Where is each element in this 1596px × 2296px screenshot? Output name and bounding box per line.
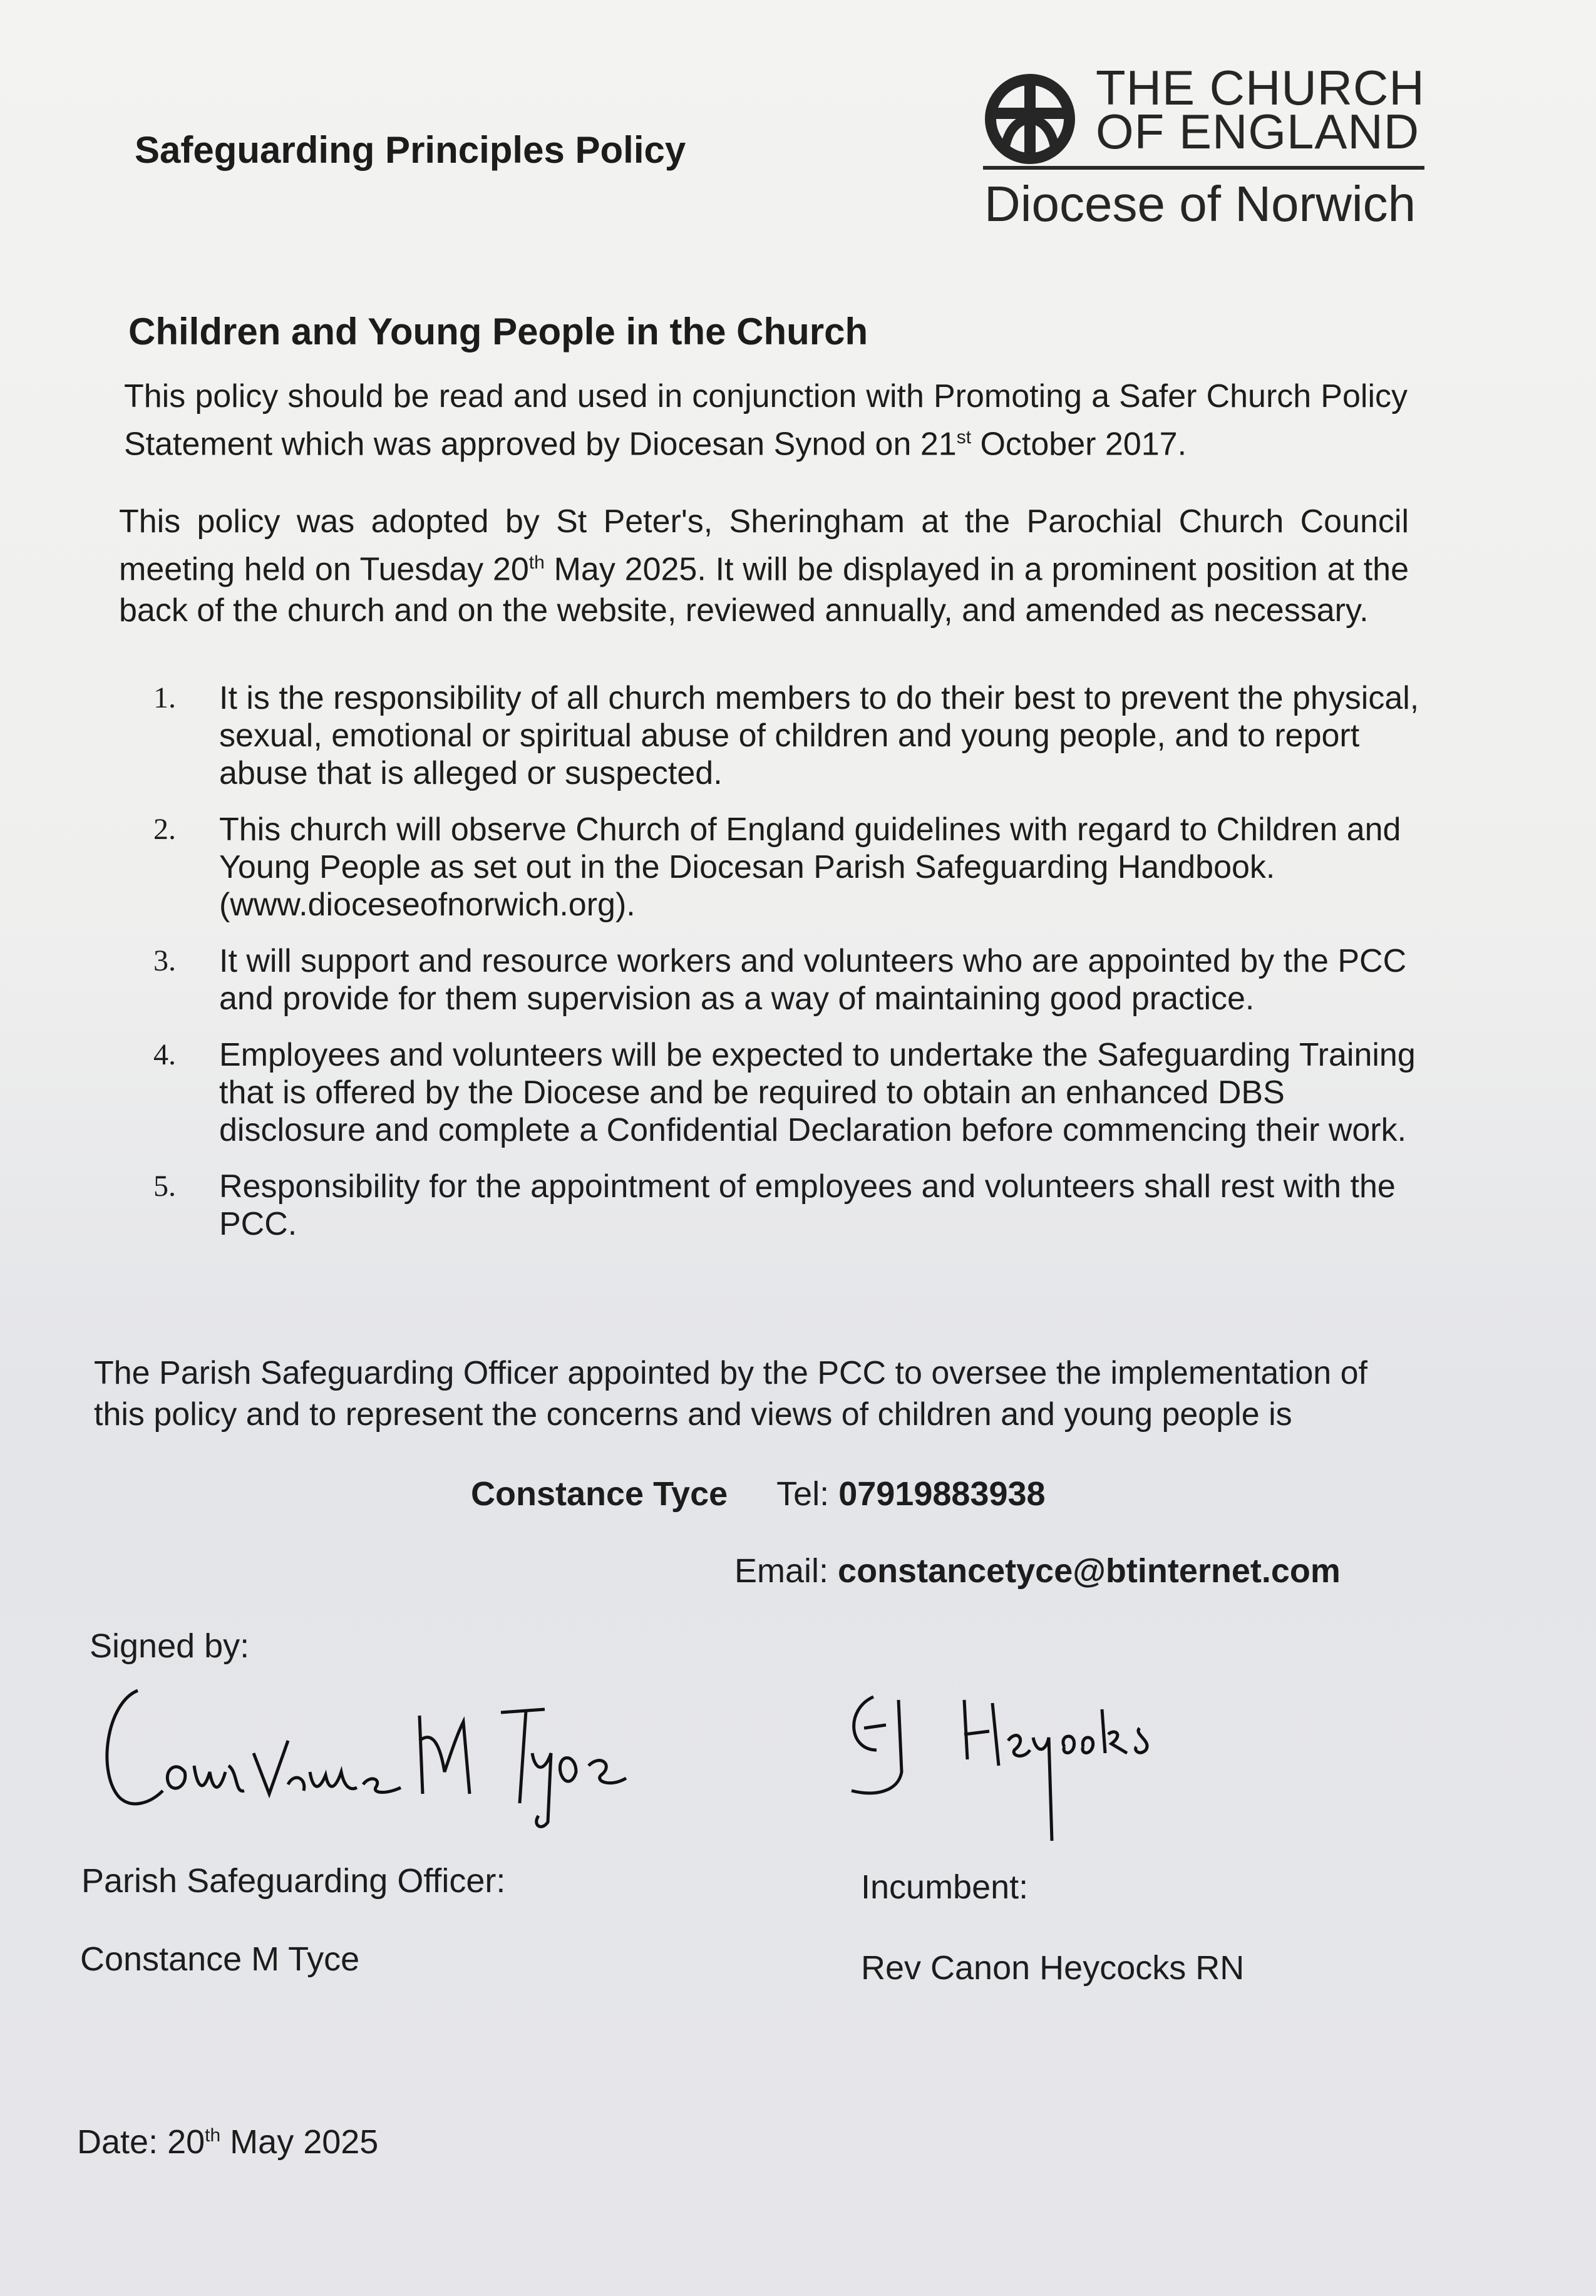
incumbent-name: Rev Canon Heycocks RN: [861, 1949, 1245, 1987]
list-number: 2.: [153, 813, 176, 846]
list-item: [153, 1168, 1424, 1243]
list-text: Responsibility for the appointment of employees and volunteers shall rest with the PCC.: [219, 1168, 1396, 1242]
contact-name: Constance Tyce: [471, 1475, 728, 1513]
section-heading: Children and Young People in the Church: [128, 311, 868, 353]
tel-label: Tel:: [776, 1475, 839, 1513]
officer-role-label: Parish Safeguarding Officer:: [81, 1862, 506, 1900]
church-of-england-logo: [983, 59, 1434, 235]
document-title: Safeguarding Principles Policy: [135, 129, 686, 171]
intro-paragraph-1: This policy should be read and used in conjunction with Promoting a Safer Church Policy Statement which was approved by Diocesan Synod on 21st October 2017.: [124, 378, 1408, 463]
logo-text-line2: OF ENGLAND: [1096, 104, 1420, 159]
tel-number: 07919883938: [838, 1475, 1046, 1513]
logo-text-line1: THE CHURCH: [1096, 60, 1425, 115]
list-item: [153, 942, 1424, 1017]
email-label: Email:: [734, 1552, 838, 1590]
logo-diocese: Diocese of Norwich: [984, 176, 1416, 232]
list-number: 4.: [153, 1038, 176, 1071]
list-text: It is the responsibility of all church members to do their best to prevent the physical, sexual, emotional or spiritual abuse of children and young people, and to report abuse that is alleged or suspected.: [219, 680, 1419, 791]
officer-name: Constance M Tyce: [80, 1940, 360, 1978]
list-text: This church will observe Church of England guidelines with regard to Children and Young People as set out in the Diocesan Parish Safeguarding Handbook. (www.dioceseofnorwich.org).: [219, 811, 1401, 923]
list-number: 1.: [153, 681, 176, 714]
officer-statement: The Parish Safeguarding Officer appointed by the PCC to oversee the implementation of this policy and to represent the concerns and views of children and young people is: [94, 1355, 1367, 1433]
contact-name-tel: [471, 1475, 1046, 1513]
list-item: [153, 679, 1424, 792]
list-item: [153, 811, 1424, 924]
contact-email: [734, 1552, 1341, 1590]
intro-paragraph-2: This policy was adopted by St Peter's, Sheringham at the Parochial Church Council meeting held on Tuesday 20th May 2025. It will be displayed in a prominent position at the back of the church and on the website, reviewed annually, and amended as necessary.: [119, 503, 1409, 629]
incumbent-role-label: Incumbent:: [861, 1868, 1029, 1906]
logo-divider: [983, 166, 1424, 170]
email-address: constancetyce@btinternet.com: [838, 1552, 1341, 1590]
list-item: [153, 1036, 1424, 1149]
church-cross-icon: [983, 72, 1077, 166]
list-number: 5.: [153, 1170, 176, 1203]
list-text: It will support and resource workers and volunteers who are appointed by the PCC and provide for them supervision as a way of maintaining good practice.: [219, 943, 1407, 1017]
signature-officer: [94, 1678, 632, 1835]
signed-by-label: Signed by:: [90, 1627, 250, 1665]
list-number: 3.: [153, 944, 176, 977]
signature-incumbent: [839, 1691, 1165, 1841]
principles-list: [153, 679, 1424, 1262]
document-date: Date: 20th May 2025: [77, 2123, 379, 2161]
list-text: Employees and volunteers will be expected to undertake the Safeguarding Training that is offered by the Diocese and be required to obtain an enhanced DBS disclosure and complete a Confidential Declaration before commencing their work.: [219, 1037, 1416, 1148]
